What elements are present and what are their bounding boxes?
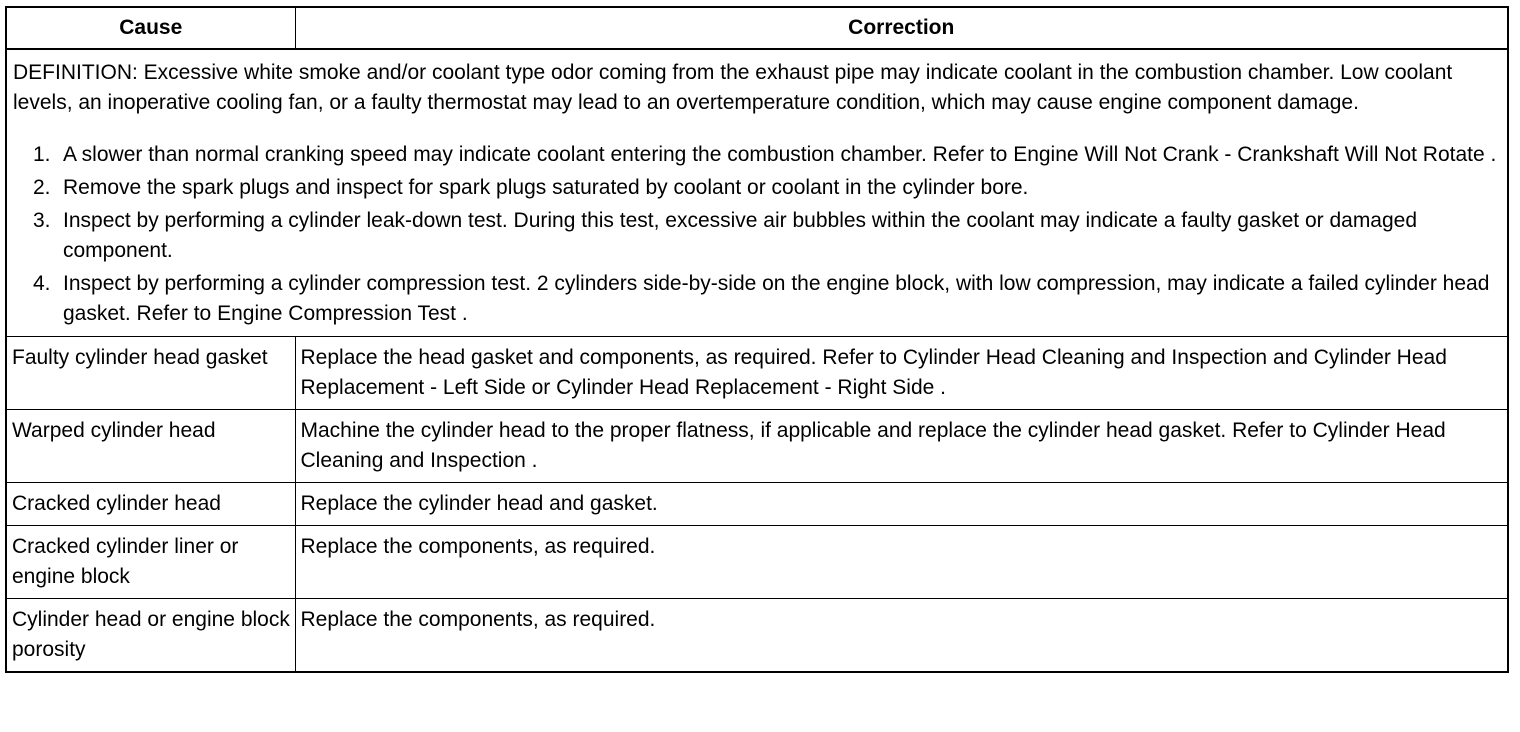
header-correction: Correction [295,7,1508,49]
cause-cell: Cracked cylinder liner or engine block [6,526,295,599]
step-text: Inspect by performing a cylinder leak-down test. During this test, excessive air bubbles within the coolant may indicate a faulty gasket or damaged component. [63,209,1418,262]
step-number: 2. [33,176,51,199]
step-text: Remove the spark plugs and inspect for spark plugs saturated by coolant or coolant in the cylinder bore. [63,176,1029,199]
table-row [6,483,1508,526]
definition-cell [6,49,1508,337]
table-row [6,337,1508,410]
correction-cell: Replace the head gasket and components, as required. Refer to Cylinder Head Cleaning and Inspection and Cylinder Head Replacement - Left Side or Cylinder Head Replacement - Right Side . [295,337,1508,410]
steps-list [13,140,1501,329]
cause-cell: Faulty cylinder head gasket [6,337,295,410]
diagnostic-table [5,6,1509,673]
header-row [6,7,1508,49]
step-item [13,140,1501,170]
cause-cell: Cracked cylinder head [6,483,295,526]
step-text: A slower than normal cranking speed may indicate coolant entering the combustion chamber. Refer to Engine Will Not Crank - Crankshaft Will Not Rotate . [63,143,1497,166]
step-number: 4. [33,272,51,295]
definition-text: DEFINITION: Excessive white smoke and/or coolant type odor coming from the exhaust pipe may indicate coolant in the combustion chamber. Low coolant levels, an inoperative cooling fan, or a faulty thermostat may lead to an overtemperature condition, which may cause engine component damage. [13,61,1453,114]
cause-cell: Warped cylinder head [6,410,295,483]
step-item [13,206,1501,266]
header-cause: Cause [6,7,295,49]
table-row [6,526,1508,599]
step-number: 1. [33,143,51,166]
cause-cell: Cylinder head or engine block porosity [6,599,295,673]
correction-cell: Replace the cylinder head and gasket. [295,483,1508,526]
step-number: 3. [33,209,51,232]
table-row [6,599,1508,673]
table-row [6,410,1508,483]
correction-cell: Replace the components, as required. [295,599,1508,673]
step-item [13,173,1501,203]
correction-cell: Machine the cylinder head to the proper flatness, if applicable and replace the cylinder head gasket. Refer to Cylinder Head Cleaning and Inspection . [295,410,1508,483]
step-text: Inspect by performing a cylinder compression test. 2 cylinders side-by-side on the engine block, with low compression, may indicate a failed cylinder head gasket. Refer to Engine Compression Test . [63,272,1490,325]
definition-row [6,49,1508,337]
step-item [13,269,1501,329]
correction-cell: Replace the components, as required. [295,526,1508,599]
